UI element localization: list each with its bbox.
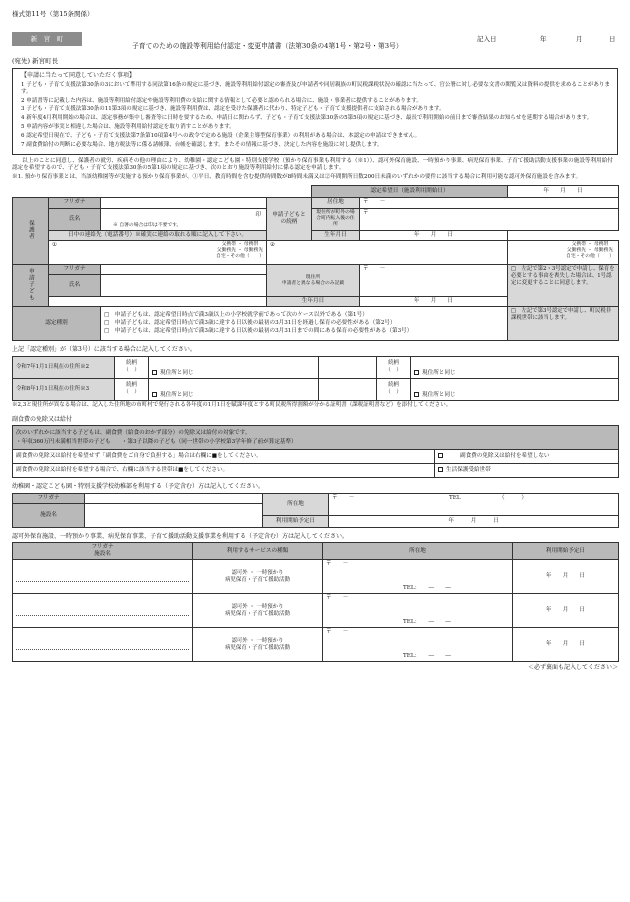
residence-spacer [319, 378, 377, 400]
other-postal: 〒 － [326, 595, 349, 602]
consent-item: 3 子ども・子育て支援法第30条の11第3項の規定に基づき、施設等利用費は、認定を受けた保護者に代わり、特定子ども・子育て支援提供者に支給される場合があります。 [21, 106, 445, 113]
consent-item: 5 申請内容が事実と相違した場合は、施設等利用給付認定を取り消すことがあります。 [21, 124, 235, 131]
other-location-field[interactable] [323, 560, 513, 594]
address-label: 居住地 [312, 197, 360, 208]
residence-address-field[interactable] [149, 356, 319, 378]
same-as-current: 現住所と同じ [160, 369, 194, 376]
other-tel: TEL： ― ― [403, 585, 451, 592]
contact-2-options: 父携帯 ・ 母携帯 父勤務先 ・ 母勤務先 自宅・その他（ ） [566, 241, 615, 259]
kinder-tel-paren: （ ） [499, 494, 527, 501]
child-label: 申請子ども [27, 267, 34, 301]
desired-date-label: 認定希望日（施設利用開始日） [312, 185, 508, 197]
form-number: 様式第11号（第15条関係） [12, 10, 94, 18]
other-facility-field[interactable] [13, 594, 193, 628]
kinder-heading: 幼稚園・認定こども園・特別支援学校幼稚部を利用する（予定含む）方は記入してください。 [12, 483, 265, 491]
residence-spacer [319, 356, 377, 378]
kinder-table [12, 493, 619, 528]
child-name-label: 氏名 [49, 275, 101, 297]
checkbox-icon[interactable] [152, 392, 157, 397]
application-table [12, 185, 619, 266]
other-service-header: 利用するサービスの種類 [193, 543, 323, 560]
kinder-facility-label: 施設名 [13, 503, 85, 527]
residence-rel: 続柄 （ ） [115, 378, 149, 400]
entry-day: 日 [609, 35, 616, 44]
meal-option-1[interactable] [435, 450, 619, 464]
same-as-current: 現住所と同じ [160, 391, 194, 398]
consent-item: 2 申請書等に記載した内容は、施設等利用給付認定や施設等利用費の支給に関する情報として必要と認められる場合に、施設・事業者に提供することがあります。 [21, 97, 422, 104]
checkbox-icon[interactable] [414, 370, 419, 375]
kinder-tel-label: TEL [449, 494, 461, 501]
other-facility-field[interactable] [13, 628, 193, 662]
consent-item: 1 子ども・子育て支援法第30条の3において準用する同法第16条の規定に基づき、施設等利用給付認定の審査及び申請者や同居親族の町民税課税状況の確認に当たって、官公署に対し必要な文書の閲覧又は資料の提供を求めることがあります。 [21, 81, 610, 95]
outside-address-label: 現住所が町外の場合町内転入後の住所 [312, 208, 360, 230]
meal-info-line: 次のいずれかに該当する子どもは、副食費（給食のおかず部分）の免除又は給付の対象です。 [16, 429, 251, 436]
same-as-current: 現住所と同じ [422, 369, 456, 376]
child-birthdate-field[interactable]: 年 月 日 [360, 297, 508, 307]
kinder-facility-field[interactable] [85, 503, 263, 527]
relation-label: 申請子どもとの続柄 [267, 197, 312, 240]
footer-note: ＜必ず裏面も記入してください＞ [527, 664, 618, 672]
contact-2-mark: ② [270, 241, 276, 248]
cert-option[interactable]: □ 申請子どもは、認定希望日時点で満3歳以上の小学校就学前であって次のケース以外である（第1号） [104, 312, 368, 319]
other-start-header: 利用開始予定日 [513, 543, 619, 560]
child-table [12, 264, 619, 341]
consent-item: 6 認定希望日現在で、子ども・子育て支援法第7条第10項第4号への政令で定める施設（企業主導型保育事業）の利用がある場合は、本認定の申請はできません。 [21, 133, 420, 139]
meal-table [12, 425, 619, 478]
other-location-field[interactable] [323, 594, 513, 628]
residence-rel: 続柄 （ ） [377, 378, 411, 400]
residence-table [12, 356, 619, 401]
other-service-field[interactable]: 認可外 ・ 一時預かり 病児保育・子育て援助活動 [193, 594, 323, 628]
contact-1-mark: ① [52, 241, 58, 248]
kinder-postal: 〒 － [332, 494, 355, 501]
residence-address-field[interactable] [149, 378, 319, 400]
intro-text: 以上のことに同意し、保護者の就労、疾病その他の理由により、幼稚園・認定こども園・特別支援学校（預かり保育事業も利用する（※1））、認可外保育施設、一時預かり事業、病児保育事業、子育て援助活動支援事業の施設等利用給付認定を希望するので、子ども・子育て支援法第30条の5第1項の規定に基づき、次のとおり施設等利用給付に係る認定を申請します。 [12, 157, 613, 171]
side-note-1[interactable]: □ 左記で第2・3号認定で申請し、保育を必要とする事由を喪失した場合は、1号認定に変更することに同意します。 [508, 265, 619, 307]
town-badge: 新 宮 町 [12, 32, 82, 46]
daytime-contact-label: 日中の連絡先（電話番号）※確実に連絡の取れる順に記入して下さい。 [49, 230, 267, 240]
same-as-current: 現住所と同じ [422, 391, 456, 398]
other-start-field[interactable]: 年 月 日 [513, 560, 619, 594]
other-start-field[interactable]: 年 月 日 [513, 594, 619, 628]
child-address-field[interactable]: 〒 － [360, 265, 508, 297]
contact-1-field[interactable] [49, 240, 267, 264]
residence-note: ※2,3と現住所が異なる場合は、記入した住所地の市町村で発行される各年度の1月1日を賦課年度とする町民税所得割額が分かる証明書（課税証明書など）を添付してください。 [12, 401, 452, 408]
contact-1-options: 父携帯 ・ 母携帯 父勤務先 ・ 母勤務先 自宅・その他（ ） [216, 241, 264, 259]
entry-year: 年 [540, 35, 547, 44]
consent-item: 7 副食費給付の判断に必要な場合、地方税法等に係る諸帳簿、台帳を確認します。またその情報に基づき、決定した内容を施設に対し提供します。 [21, 141, 383, 148]
seal-mark: 印 [255, 211, 261, 218]
other-name-header: フリガナ 施設名 [13, 543, 193, 560]
guardian-name-field[interactable] [101, 208, 267, 230]
entry-date-label: 記入日 [477, 35, 497, 44]
other-location-field[interactable] [323, 628, 513, 662]
checkbox-icon[interactable] [438, 467, 443, 472]
form-title: 子育てのための施設等利用給付認定・変更申請書（法第30条の4第1号・第2号・第3号） [132, 42, 403, 51]
consent-heading: 【申請に当たって同意していただく事項】 [21, 72, 136, 80]
child-header [13, 265, 49, 307]
other-location-header: 所在地 [323, 543, 513, 560]
other-service-field[interactable]: 認可外 ・ 一時預かり 病児保育・子育て援助活動 [193, 628, 323, 662]
residence-address-field[interactable] [411, 356, 619, 378]
meal-heading: 副食費の免除又は給付 [12, 415, 73, 423]
furigana-label: フリガナ [49, 197, 101, 208]
contact-2-field[interactable] [267, 240, 508, 264]
contact-2-options-cell [508, 240, 619, 264]
kinder-furigana-field[interactable] [85, 493, 263, 503]
kinder-start-field[interactable]: 年 月 日 [329, 515, 619, 527]
other-postal: 〒 － [326, 561, 349, 568]
meal-option-2-text [13, 464, 435, 478]
cert-type-options[interactable] [101, 307, 508, 341]
checkbox-icon[interactable] [152, 370, 157, 375]
other-start-field[interactable]: 年 月 日 [513, 628, 619, 662]
residence-rel: 続柄 （ ） [377, 356, 411, 378]
child-spacer [49, 297, 267, 307]
child-birthdate-label: 生年月日 [267, 297, 360, 307]
other-table [12, 542, 619, 662]
child-furigana-label: フリガナ [49, 265, 101, 275]
other-tel: TEL： ― ― [403, 653, 451, 660]
child-name-field[interactable] [101, 275, 267, 297]
note-1: ※1. 預かり保育事業とは、当該幼稚園等が実施する預かり保育事業が、①平日、教育時間を含む提供時間数が8時間未満又は②年間開所日数200日未満のいずれかの要件に該当する場合に利用可能な認可外保育施設を含みます。 [12, 173, 582, 180]
other-tel: TEL： ― ― [403, 619, 451, 626]
other-facility-field[interactable] [13, 560, 193, 594]
other-postal: 〒 － [326, 629, 349, 636]
cert-option[interactable]: □ 申請子どもは、認定希望日時点で満3歳に達する日以後の最初の3月31日までの間にある保育の必要性がある（第3号） [104, 328, 413, 335]
seal-note: ※ 自署の場合は印は不要です。 [113, 222, 182, 228]
name-label: 氏名 [49, 208, 101, 230]
guardian-furigana-field[interactable] [101, 197, 267, 208]
consent-item: 4 新年度4月利用開始の場合は、認定事務が集中し審査等に日時を要するため、申請日に関わらず、子ども・子育て支援法第30条の5第5項の規定に基づき、最長で利用開始の前日まで審査結果のお知らせを延期する場合があります。 [21, 115, 593, 122]
checkbox-icon[interactable] [438, 453, 443, 458]
address-field[interactable]: 〒 － [360, 197, 619, 208]
cert-option[interactable]: □ 申請子どもは、認定希望日時点で満3歳に達する日以後の最初の3月31日を経過し保育の必要性がある（第2号） [104, 320, 396, 327]
kinder-start-label: 利用開始予定日 [263, 515, 329, 527]
kinder-location-field[interactable] [329, 493, 619, 515]
kinder-location-label: 所在地 [263, 493, 329, 515]
other-service-field[interactable]: 認可外 ・ 一時預かり 病児保育・子育て援助活動 [193, 560, 323, 594]
checkbox-icon[interactable] [414, 392, 419, 397]
other-heading: 認可外保育施設、一時預かり事業、病児保育事業、子育て援助活動支援事業を利用する（予定含む）方は記入してください。 [12, 532, 349, 540]
residence-intro: 上記「認定種別」が（第3号）に該当する場合に記入してください。 [12, 346, 196, 354]
side-note-2[interactable]: □ 左記で第3号認定で申請し、町民税非課税世帯に該当します。 [508, 307, 619, 341]
meal-info-line: ・年収360万円未満相当世帯の子ども ・第3子以降の子ども（同一世帯の小学校第3学年修了前が算定基準） [16, 438, 297, 445]
birthdate-field[interactable]: 年 月 日 [360, 230, 508, 240]
meal-option-1-label: 副食費の免除又は給付を希望せず「副食費をご自身で負担する」場合は右欄に■をしてください。 [16, 453, 262, 460]
meal-option-1-text [13, 450, 435, 464]
guardian-header [13, 197, 49, 265]
residence-rel: 続柄 （ ） [115, 356, 149, 378]
residence-label-2025: 令和7年1月1日現在の住所※2 [13, 356, 115, 378]
meal-info-box [13, 426, 619, 450]
cert-type-label: 認定種別 [13, 307, 101, 341]
outside-address-field[interactable]: 〒 [360, 208, 619, 230]
child-address-label: 現住所 申請者と異なる場合のみ記載 [267, 265, 360, 297]
welfare-label: 生活保護受給世帯 [446, 467, 491, 474]
consent-box [12, 68, 618, 155]
addressee: (宛先) 新宮町長 [12, 57, 59, 66]
birthdate-label: 生年月日 [312, 230, 360, 240]
meal-decline-label: 副食費の免除又は給付を希望しない [460, 453, 550, 460]
guardian-label: 保護者 [27, 219, 34, 240]
child-furigana-field[interactable] [101, 265, 267, 275]
title-row [12, 32, 618, 54]
desired-date-field[interactable]: 年 月 日 [508, 185, 619, 197]
entry-month: 月 [576, 35, 583, 44]
residence-label-2026: 令和8年1月1日現在の住所※3 [13, 378, 115, 400]
meal-option-2[interactable] [435, 464, 619, 478]
meal-option-2-label: 副食費の免除又は給付を希望する場合で、右欄に該当する世帯は■をしてください。 [16, 467, 229, 474]
kinder-furigana-label: フリガナ [13, 493, 85, 503]
residence-address-field[interactable] [411, 378, 619, 400]
